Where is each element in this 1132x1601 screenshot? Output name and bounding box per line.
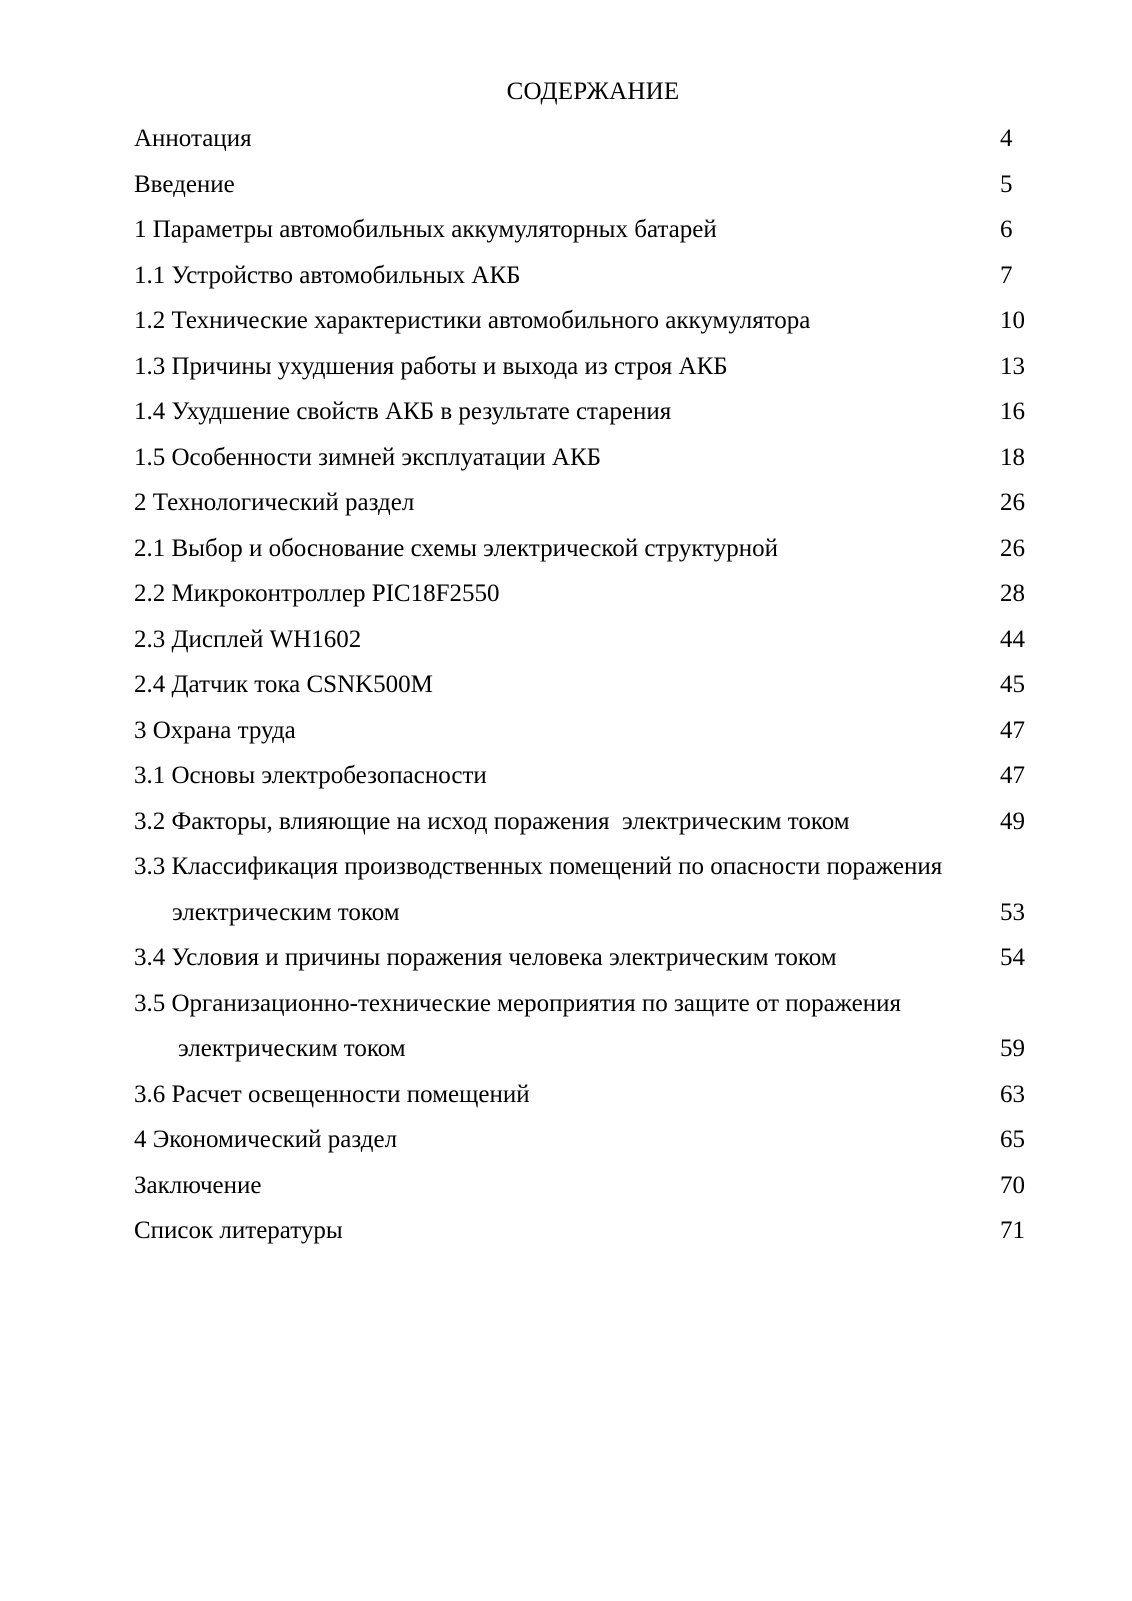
toc-entry-page-number: 28 bbox=[1000, 580, 1025, 607]
toc-entry bbox=[134, 443, 1034, 489]
toc-entry bbox=[134, 943, 1034, 989]
toc-entry-title: 3.2 Факторы, влияющие на исход поражения электрическим током bbox=[134, 807, 850, 835]
toc-entry-title: 3 Охрана труда bbox=[134, 716, 296, 744]
toc-entry bbox=[134, 124, 1034, 170]
toc-entry-title: 1.1 Устройство автомобильных АКБ bbox=[134, 261, 521, 289]
toc-entry-page-number: 53 bbox=[1000, 898, 1025, 926]
toc-entry-title: Аннотация bbox=[134, 125, 252, 152]
toc-entry bbox=[134, 261, 1034, 307]
toc-entry bbox=[134, 761, 1034, 807]
toc-entry-title: 2.2 Микроконтроллер PIC18F2550 bbox=[134, 580, 500, 607]
toc-entry bbox=[134, 716, 1034, 762]
toc-entry-page-number: 49 bbox=[1000, 807, 1025, 835]
toc-entry-page-number: 59 bbox=[1000, 1035, 1025, 1062]
toc-entry-title: 1.5 Особенности зимней эксплуатации АКБ bbox=[134, 443, 601, 471]
toc-entry-page-number: 10 bbox=[1000, 307, 1025, 334]
toc-entry-page-number: 47 bbox=[1000, 762, 1025, 789]
toc-entry-title: 2.4 Датчик тока CSNK500M bbox=[134, 671, 433, 698]
toc-entry-page-number: 71 bbox=[1000, 1217, 1025, 1244]
page-title: СОДЕРЖАНИЕ bbox=[506, 78, 680, 105]
toc-entry bbox=[134, 625, 1034, 671]
toc-entry-page-number: 16 bbox=[1000, 398, 1025, 425]
toc-entry-title: 3.4 Условия и причины поражения человека электрическим током bbox=[134, 944, 837, 971]
toc-entry-title: 4 Экономический раздел bbox=[134, 1126, 398, 1153]
toc-entry-page-number: 63 bbox=[1000, 1080, 1025, 1108]
toc-entry-title: Список литературы bbox=[134, 1217, 343, 1244]
table-of-contents bbox=[134, 124, 1034, 1262]
toc-entry-page-number: 5 bbox=[1000, 170, 1013, 198]
toc-entry bbox=[134, 397, 1034, 443]
toc-entry-title: 2 Технологический раздел bbox=[134, 489, 415, 516]
toc-entry bbox=[134, 170, 1034, 216]
toc-entry-title: 1.4 Ухудшение свойств АКБ в результате старения bbox=[134, 398, 672, 425]
toc-entry bbox=[134, 215, 1034, 261]
toc-entry-page-number: 70 bbox=[1000, 1171, 1025, 1199]
toc-entry-title: 3.5 Организационно-технические мероприятия по защите от поражения bbox=[134, 989, 902, 1017]
toc-entry-page-number: 44 bbox=[1000, 625, 1025, 653]
toc-entry-title: 3.6 Расчет освещенности помещений bbox=[134, 1080, 530, 1108]
toc-entry-page-number: 6 bbox=[1000, 216, 1013, 243]
toc-entry-title: 1 Параметры автомобильных аккумуляторных батарей bbox=[134, 216, 717, 243]
toc-entry bbox=[134, 306, 1034, 352]
toc-entry bbox=[134, 534, 1034, 580]
toc-entry bbox=[134, 670, 1034, 716]
toc-entry-page-number: 4 bbox=[1000, 125, 1013, 152]
toc-entry-title: 2.3 Дисплей WH1602 bbox=[134, 625, 362, 653]
toc-entry-page-number: 45 bbox=[1000, 671, 1025, 698]
toc-entry bbox=[134, 852, 1034, 943]
toc-entry-page-number: 54 bbox=[1000, 944, 1025, 971]
toc-entry-page-number: 47 bbox=[1000, 716, 1025, 744]
toc-entry-page-number: 26 bbox=[1000, 489, 1025, 516]
toc-entry-page-number: 7 bbox=[1000, 261, 1013, 289]
toc-entry-title: 3.1 Основы электробезопасности bbox=[134, 762, 487, 789]
toc-entry bbox=[134, 1216, 1034, 1262]
toc-entry-page-number: 18 bbox=[1000, 443, 1025, 471]
toc-entry-title: 3.3 Классификация производственных помещений по опасности поражения bbox=[134, 853, 943, 880]
toc-entry bbox=[134, 488, 1034, 534]
toc-entry-title: Заключение bbox=[134, 1171, 262, 1199]
toc-entry bbox=[134, 1171, 1034, 1217]
toc-entry bbox=[134, 1080, 1034, 1126]
toc-entry-title: 1.2 Технические характеристики автомобильного аккумулятора bbox=[134, 307, 811, 334]
toc-entry-title: 2.1 Выбор и обоснование схемы электрической структурной bbox=[134, 534, 779, 562]
toc-entry bbox=[134, 989, 1034, 1080]
toc-entry-page-number: 26 bbox=[1000, 534, 1025, 562]
toc-entry bbox=[134, 579, 1034, 625]
toc-entry-title-continuation: электрическим током bbox=[178, 1035, 406, 1062]
toc-entry bbox=[134, 807, 1034, 853]
toc-entry-title: Введение bbox=[134, 170, 235, 198]
toc-entry bbox=[134, 1125, 1034, 1171]
toc-entry-title-continuation: электрическим током bbox=[172, 898, 400, 926]
toc-entry-page-number: 65 bbox=[1000, 1126, 1025, 1153]
toc-entry-title: 1.3 Причины ухудшения работы и выхода из строя АКБ bbox=[134, 352, 728, 380]
toc-entry bbox=[134, 352, 1034, 398]
toc-entry-page-number: 13 bbox=[1000, 352, 1025, 380]
